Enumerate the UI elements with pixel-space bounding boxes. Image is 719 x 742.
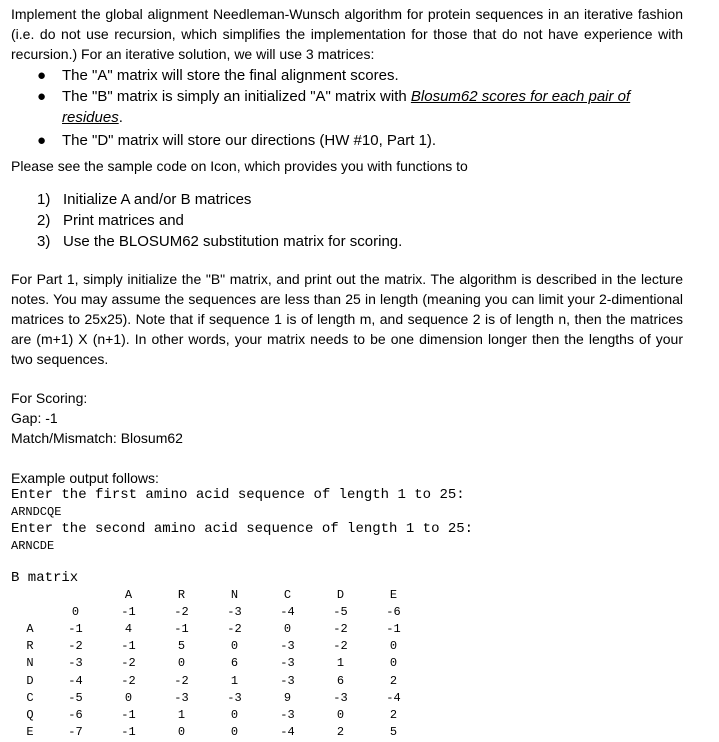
sample-code-text: Please see the sample code on Icon, which provides you with functions to xyxy=(11,158,468,174)
matrix-row-header: C xyxy=(26,690,34,705)
matrix-column-header: C xyxy=(283,587,292,602)
scoring-heading: For Scoring: xyxy=(11,390,88,406)
matrix-cell: -1 xyxy=(121,707,136,722)
matrix-cell: -2 xyxy=(333,639,348,654)
scoring-match: Match/Mismatch: Blosum62 xyxy=(11,430,183,446)
matrix-column-header: R xyxy=(177,587,186,602)
matrix-cell: -3 xyxy=(68,656,83,671)
matrix-cell: 0 xyxy=(71,604,80,619)
matrix-cell: -2 xyxy=(174,673,189,688)
scoring-section xyxy=(11,388,683,448)
matrix-column-header: D xyxy=(336,587,345,602)
matrix-cell: -5 xyxy=(333,604,348,619)
matrix-cell: -2 xyxy=(121,673,136,688)
bullet-icon: ● xyxy=(37,88,47,105)
scoring-gap: Gap: -1 xyxy=(11,410,58,426)
matrix-cell: -1 xyxy=(121,639,136,654)
matrix-cell: -3 xyxy=(280,639,295,654)
matrix-cell: -4 xyxy=(280,725,295,740)
matrix-row xyxy=(11,706,420,723)
part1-paragraph: For Part 1, simply initialize the "B" matrix, and print out the matrix. The algorithm is described in the lecture notes. You may assume the sequences are less than 25 in length (meaning you can limit your 2-dimentional matrices to 25x25). Note that if sequence 1 is of length m, and sequence 2 is of length n, then the matrices are (m+1) X (n+1). In other words, your matrix needs to be one dimension longer then the lengths of your two sequences. xyxy=(11,271,683,367)
matrix-row xyxy=(11,603,420,620)
matrix-column-header xyxy=(49,586,102,603)
matrix-cell: -1 xyxy=(121,725,136,740)
matrix-bullet-list xyxy=(11,65,683,151)
matrix-cell: 0 xyxy=(230,639,239,654)
matrix-row xyxy=(11,672,420,689)
first-sequence-value: ARNDCQE xyxy=(11,505,62,519)
matrix-row xyxy=(11,655,420,672)
matrix-cell: -2 xyxy=(121,656,136,671)
matrix-cell: 0 xyxy=(230,707,239,722)
matrix-cell: 1 xyxy=(230,673,239,688)
matrix-column-header: E xyxy=(389,587,398,602)
intro-paragraph: Implement the global alignment Needleman-Wunsch algorithm for protein sequences in an iterative fashion (i.e. do not use recursion, which simplifies the implementation for those that do not have experience with recursion.) For an iterative solution, we will use 3 matrices: xyxy=(11,6,683,62)
matrix-row xyxy=(11,620,420,637)
matrix-cell: 9 xyxy=(283,690,292,705)
matrix-row-header: Q xyxy=(26,707,34,722)
bullet-icon: ● xyxy=(37,132,47,149)
matrix-cell: -4 xyxy=(68,673,83,688)
matrix-cell: 0 xyxy=(389,639,398,654)
bullet-d-matrix: ● The "D" matrix will store our directions (HW #10, Part 1). xyxy=(37,132,437,149)
prompt-first-sequence: Enter the first amino acid sequence of length 1 to 25: xyxy=(11,487,465,503)
matrix-cell: -7 xyxy=(68,725,83,740)
matrix-column-header: A xyxy=(124,587,133,602)
matrix-cell: 4 xyxy=(124,621,133,636)
matrix-header-row xyxy=(11,586,420,603)
matrix-cell: -3 xyxy=(227,690,242,705)
matrix-cell: 0 xyxy=(389,656,398,671)
matrix-cell: -3 xyxy=(227,604,242,619)
matrix-cell: -1 xyxy=(68,621,83,636)
matrix-cell: -6 xyxy=(386,604,401,619)
bullet-a-matrix: ● The "A" matrix will store the final alignment scores. xyxy=(37,67,399,84)
matrix-row-header: N xyxy=(26,656,34,671)
matrix-cell: 6 xyxy=(336,673,345,688)
matrix-row-header xyxy=(11,603,49,620)
matrix-cell: -2 xyxy=(68,639,83,654)
matrix-cell: 0 xyxy=(230,725,239,740)
assignment-document xyxy=(11,4,683,587)
second-sequence-value: ARNCDE xyxy=(11,539,55,553)
matrix-row xyxy=(11,689,420,706)
matrix-cell: -3 xyxy=(280,673,295,688)
matrix-cell: -3 xyxy=(174,690,189,705)
matrix-row-header: E xyxy=(26,725,34,740)
matrix-cell: -1 xyxy=(121,604,136,619)
matrix-cell: -3 xyxy=(280,707,295,722)
matrix-cell: -1 xyxy=(174,621,189,636)
matrix-row xyxy=(11,724,420,741)
matrix-cell: -3 xyxy=(280,656,295,671)
matrix-row-header: R xyxy=(26,639,34,654)
b-matrix-table xyxy=(11,586,420,741)
matrix-cell: 0 xyxy=(177,656,186,671)
matrix-cell: -2 xyxy=(333,621,348,636)
matrix-row-header: D xyxy=(26,673,34,688)
prompt-second-sequence: Enter the second amino acid sequence of length 1 to 25: xyxy=(11,521,474,537)
matrix-cell: 0 xyxy=(177,725,186,740)
matrix-column-header xyxy=(11,586,49,603)
matrix-cell: 5 xyxy=(389,725,398,740)
blosum-link[interactable]: Blosum62 scores for each pair of residues xyxy=(62,88,631,126)
matrix-cell: -4 xyxy=(280,604,295,619)
matrix-cell: -4 xyxy=(386,690,401,705)
matrix-cell: 5 xyxy=(177,639,186,654)
matrix-cell: -2 xyxy=(227,621,242,636)
matrix-title: B matrix xyxy=(11,570,79,586)
matrix-cell: 1 xyxy=(177,707,186,722)
matrix-cell: 0 xyxy=(283,621,292,636)
step-item: 2) Print matrices and xyxy=(37,212,184,229)
bullet-icon: ● xyxy=(37,67,47,84)
matrix-row-header: A xyxy=(26,621,34,636)
example-heading: Example output follows: xyxy=(11,470,159,486)
matrix-row xyxy=(11,638,420,655)
matrix-cell: -6 xyxy=(68,707,83,722)
matrix-cell: 2 xyxy=(389,673,398,688)
matrix-cell: 1 xyxy=(336,656,345,671)
example-section xyxy=(11,469,683,587)
steps-list xyxy=(11,189,683,252)
bullet-b-matrix: ● The "B" matrix is simply an initialized "A" matrix with Blosum62 scores for each pair of residues. xyxy=(37,88,631,126)
step-item: 3) Use the BLOSUM62 substitution matrix for scoring. xyxy=(37,233,403,250)
matrix-cell: 6 xyxy=(230,656,239,671)
matrix-cell: 0 xyxy=(336,707,345,722)
matrix-cell: 2 xyxy=(389,707,398,722)
matrix-cell: -3 xyxy=(333,690,348,705)
matrix-cell: -1 xyxy=(386,621,401,636)
step-item: 1) Initialize A and/or B matrices xyxy=(37,191,252,208)
matrix-column-header: N xyxy=(230,587,239,602)
matrix-cell: -5 xyxy=(68,690,83,705)
matrix-cell: 2 xyxy=(336,725,345,740)
matrix-cell: -2 xyxy=(174,604,189,619)
matrix-cell: 0 xyxy=(124,690,133,705)
